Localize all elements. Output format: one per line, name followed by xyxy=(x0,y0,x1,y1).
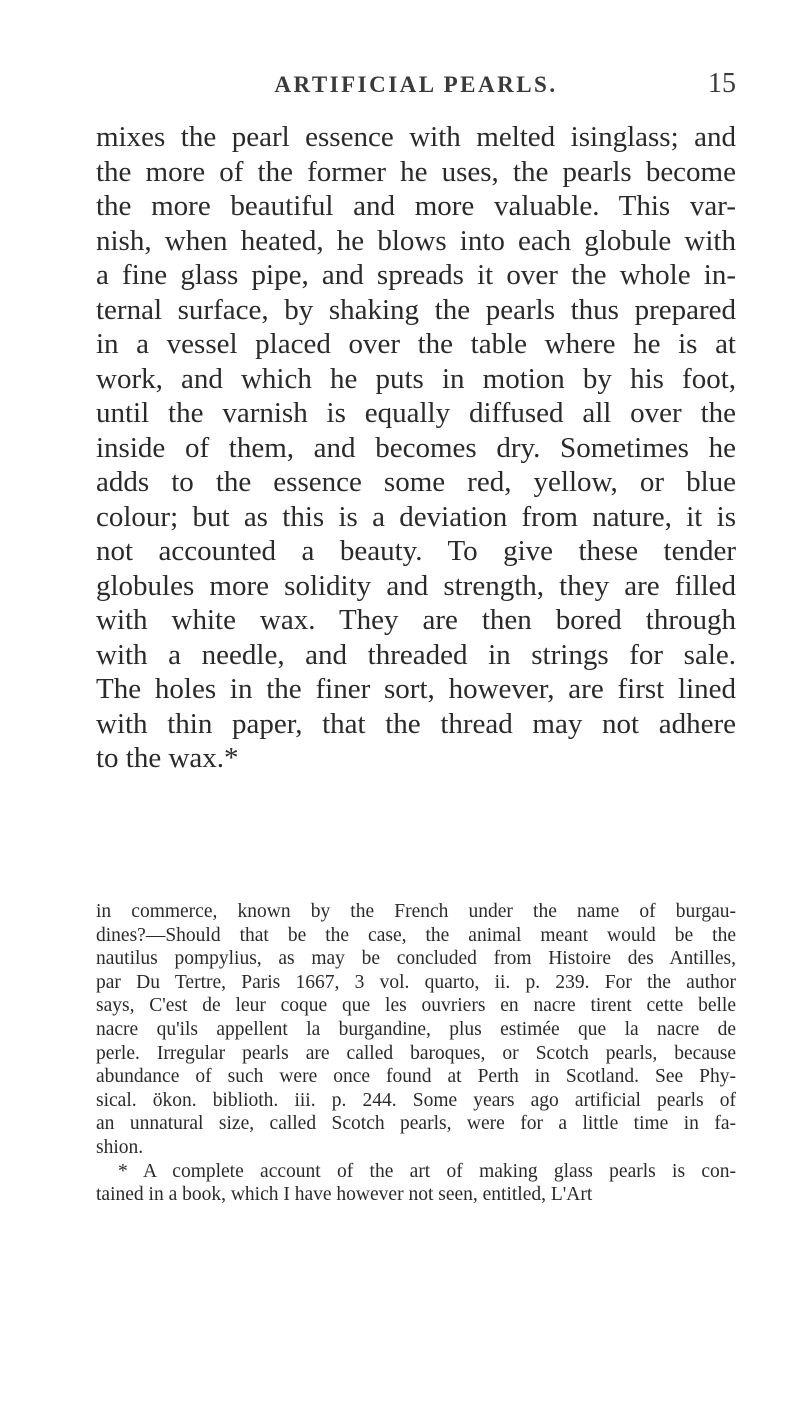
body-line: the more beautiful and more valuable. This var- xyxy=(96,190,736,222)
footnote-line: dines?—Should that be the case, the animal meant would be the xyxy=(96,924,736,946)
body-line: work, and which he puts in motion by his foot, xyxy=(96,362,736,395)
body-line: with thin paper, that the thread may not adhere xyxy=(96,707,736,740)
body-line: with a needle, and threaded in strings for sale. xyxy=(96,638,736,671)
body-line: to the wax.* xyxy=(96,742,239,774)
running-title: ARTIFICIAL PEARLS. xyxy=(274,72,558,97)
body-line: the more of the former he uses, the pearls become xyxy=(96,155,736,188)
body-line: adds to the essence some red, yellow, or blue xyxy=(96,466,736,498)
body-line: with white wax. They are then bored through xyxy=(96,604,736,636)
footnote-line: nautilus pompylius, as may be concluded from Histoire des Antilles, xyxy=(96,948,736,970)
footnote-line: abundance of such were once found at Perth in Scotland. See Phy- xyxy=(96,1066,736,1088)
body-line: a fine glass pipe, and spreads it over the whole in- xyxy=(96,259,736,291)
footnote-line: shion. xyxy=(96,1136,144,1158)
body-line: not accounted a beauty. To give these tender xyxy=(96,535,736,567)
footnote-line: tained in a book, which I have however not seen, entitled, L'Art xyxy=(96,1184,593,1206)
footnotes xyxy=(96,900,736,1207)
page-number: 15 xyxy=(708,68,736,99)
body-line: mixes the pearl essence with melted isinglass; and xyxy=(96,121,736,153)
body-line: ternal surface, by shaking the pearls thus prepared xyxy=(96,293,736,326)
body-line: The holes in the finer sort, however, are first lined xyxy=(96,673,736,705)
footnote-line: an unnatural size, called Scotch pearls, were for a little time in fa- xyxy=(96,1113,736,1135)
body-line: in a vessel placed over the table where he is at xyxy=(96,328,736,360)
footnote-line: sical. ökon. biblioth. iii. p. 244. Some years ago artificial pearls of xyxy=(96,1089,736,1111)
body-line: globules more solidity and strength, they are filled xyxy=(96,569,736,602)
body-line: nish, when heated, he blows into each globule with xyxy=(96,224,736,257)
footnote-line: says, C'est de leur coque que les ouvriers en nacre tirent cette belle xyxy=(96,995,736,1017)
footnote-line: nacre qu'ils appellent la burgandine, plus estimée que la nacre de xyxy=(96,1018,736,1040)
body-line: inside of them, and becomes dry. Sometimes he xyxy=(96,431,736,464)
body-line: until the varnish is equally diffused all over the xyxy=(96,397,736,429)
footnote-line: perle. Irregular pearls are called baroques, or Scotch pearls, because xyxy=(96,1042,736,1064)
footnote-line: * A complete account of the art of making glass pearls is con- xyxy=(118,1160,736,1182)
footnote-line: in commerce, known by the French under the name of burgau- xyxy=(96,901,736,922)
body-line: colour; but as this is a deviation from nature, it is xyxy=(96,500,736,533)
body-text xyxy=(96,120,736,776)
footnote-line: par Du Tertre, Paris 1667, 3 vol. quarto, ii. p. 239. For the author xyxy=(96,971,736,993)
running-head xyxy=(96,66,736,106)
